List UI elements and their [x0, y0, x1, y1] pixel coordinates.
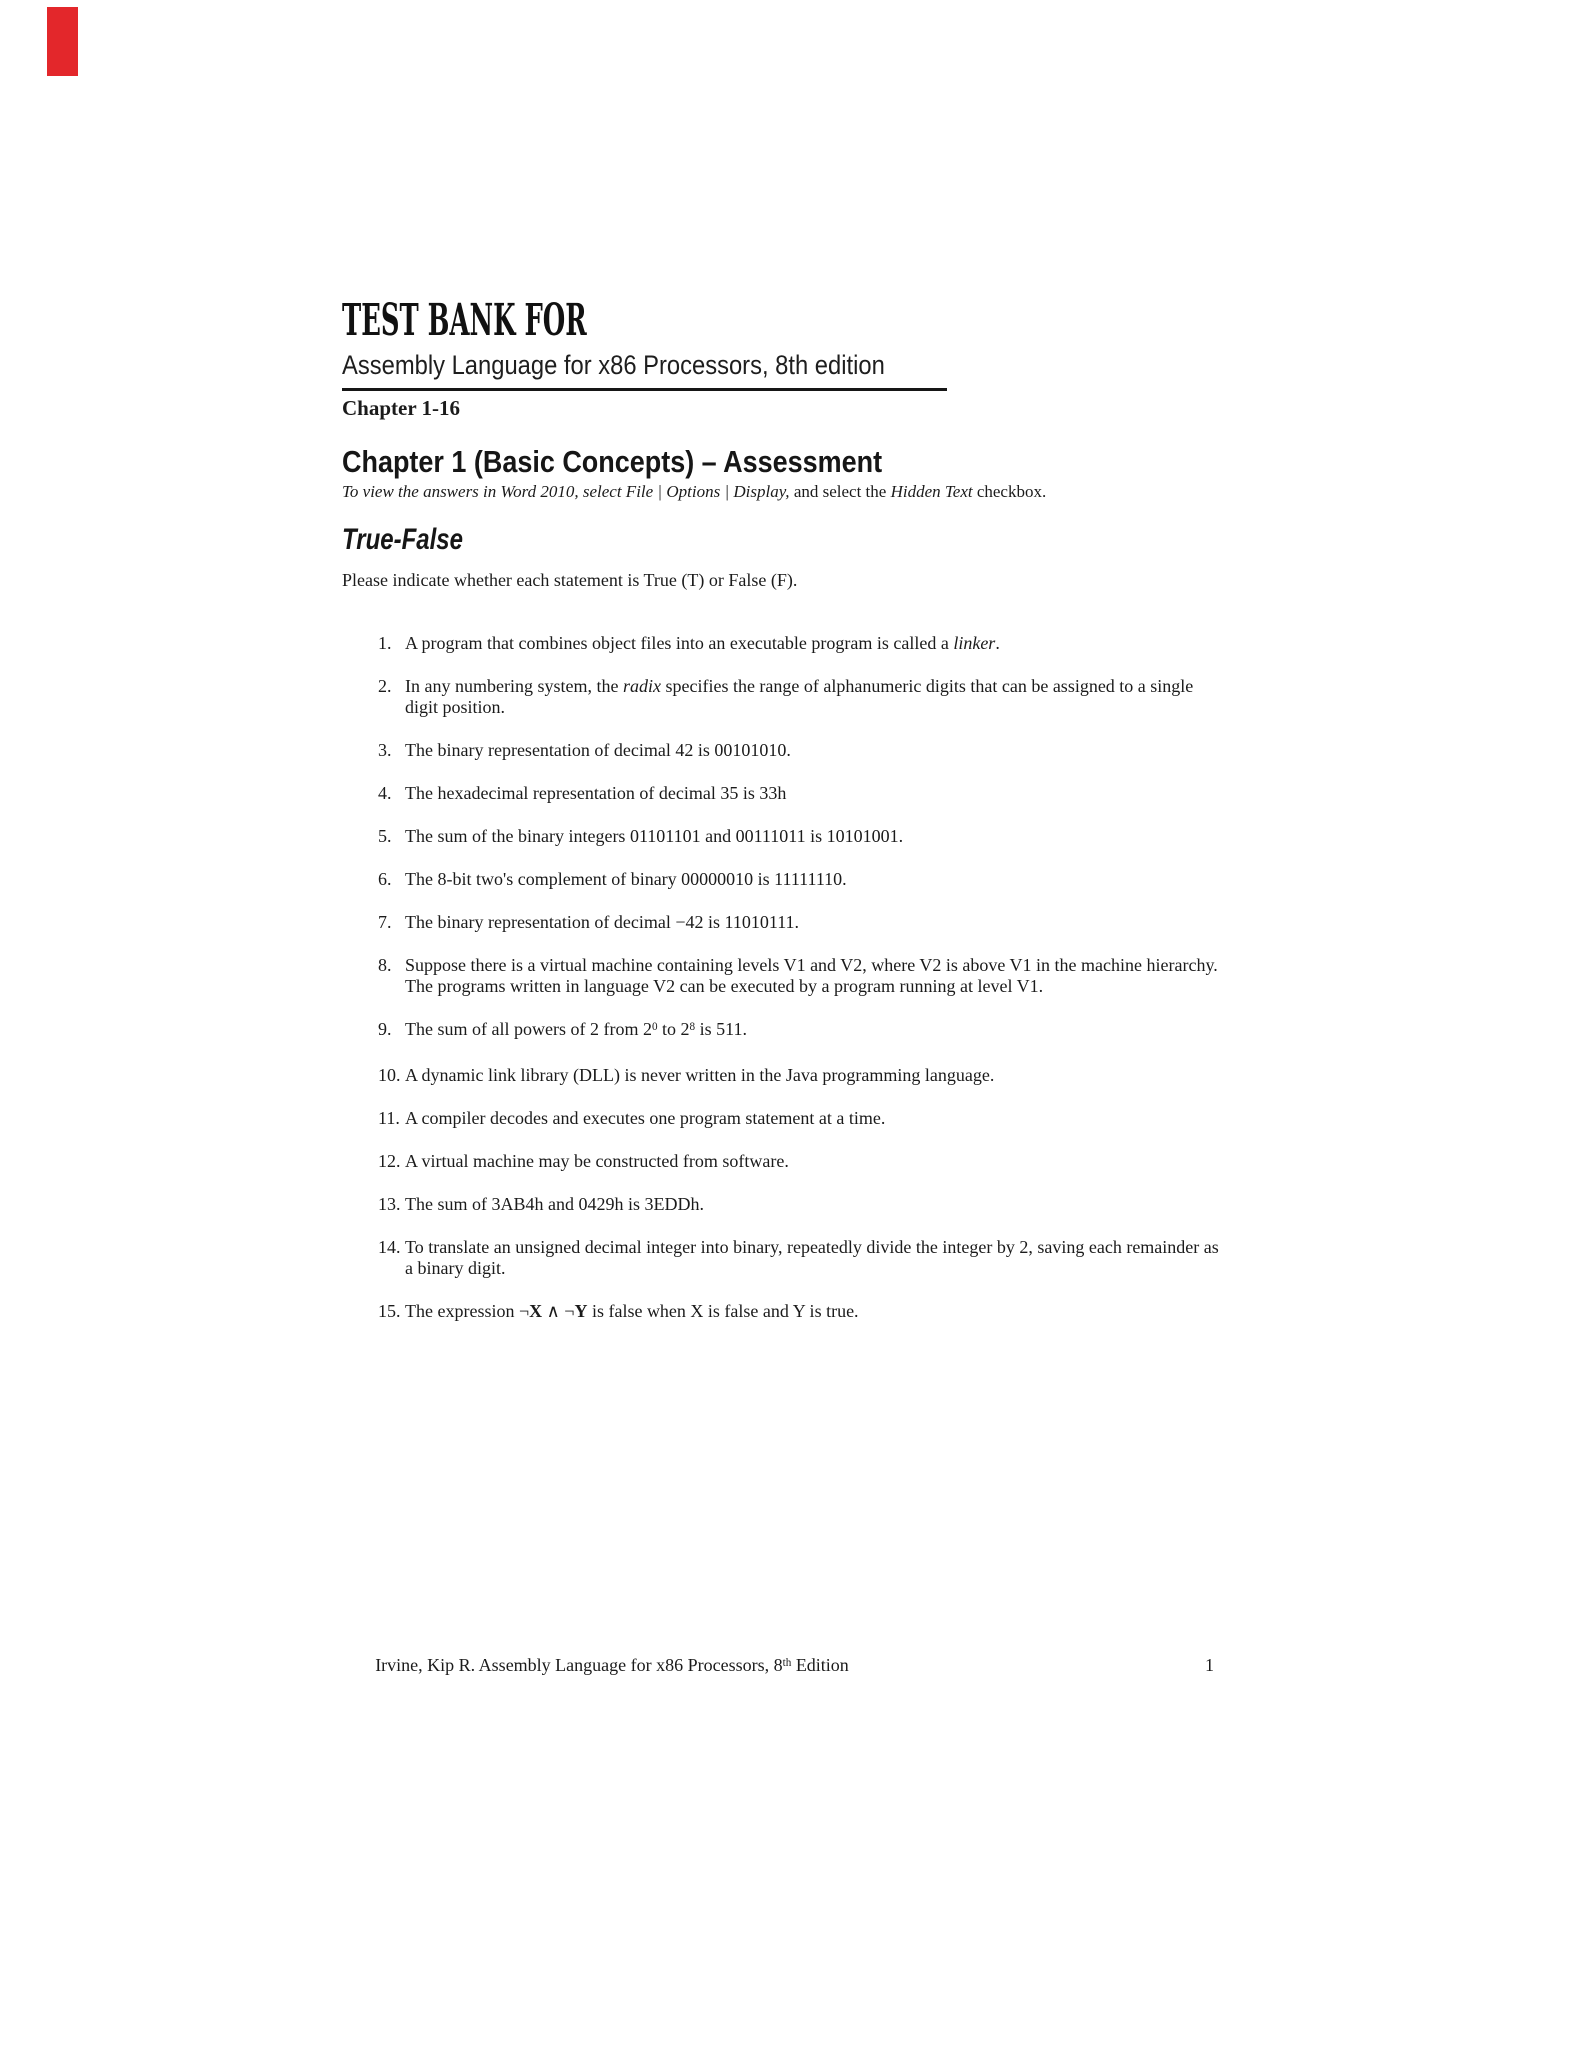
question-item — [378, 783, 1223, 804]
question-text: Suppose there is a virtual machine containing levels V1 and V2, where V2 is above V1 in the machine hierarchy. The programs written in language V2 can be executed by a program running at level V1. — [405, 955, 1218, 996]
chapter-heading: Chapter 1 (Basic Concepts) – Assessment — [342, 444, 883, 479]
question-item — [378, 869, 1223, 890]
question-number: 1. — [378, 633, 392, 653]
masthead — [342, 295, 947, 421]
question-item — [378, 1237, 1223, 1279]
question-number: 8. — [378, 955, 392, 975]
question-item — [378, 912, 1223, 933]
footer-citation: Irvine, Kip R. Assembly Language for x86 Processors, 8th Edition — [375, 1655, 849, 1675]
question-text: The sum of the binary integers 01101101 and 00111011 is 10101001. — [405, 826, 904, 846]
question-text: The sum of all powers of 2 from $2^0$ to $2^8$ is 511. — [405, 1019, 747, 1039]
testbank-title: TEST BANK FOR — [342, 295, 587, 347]
question-number: 13. — [378, 1194, 401, 1214]
question-item — [378, 1065, 1223, 1086]
title-underline — [342, 388, 947, 391]
question-number: 5. — [378, 826, 392, 846]
question-text: In any numbering system, the radix specifies the range of alphanumeric digits that can be assigned to a single digit position. — [405, 676, 1194, 717]
question-number: 6. — [378, 869, 392, 889]
question-item — [378, 826, 1223, 847]
question-number: 2. — [378, 676, 392, 696]
question-text: The 8-bit two's complement of binary 00000010 is 11111110. — [405, 869, 847, 889]
answers-note: To view the answers in Word 2010, select File | Options | Display, and select the Hidden Text checkbox. — [342, 482, 1047, 501]
question-list — [378, 633, 1223, 1344]
question-number: 12. — [378, 1151, 401, 1171]
truefalse-heading: True-False — [342, 523, 463, 556]
question-text: The binary representation of decimal 42 is 00101010. — [405, 740, 791, 760]
question-item — [378, 1151, 1223, 1172]
question-number: 4. — [378, 783, 392, 803]
question-item — [378, 676, 1223, 718]
question-text: The sum of 3AB4h and 0429h is 3EDDh. — [405, 1194, 704, 1214]
question-item — [378, 740, 1223, 761]
question-number: 9. — [378, 1019, 392, 1039]
question-text: The hexadecimal representation of decimal 35 is 33h — [405, 783, 787, 803]
question-number: 15. — [378, 1301, 401, 1321]
page-number: 1 — [1205, 1655, 1214, 1675]
chapter-range: Chapter 1-16 — [342, 396, 461, 421]
question-item — [378, 633, 1223, 654]
question-text: The binary representation of decimal −42 is 11010111. — [405, 912, 800, 932]
question-text: A program that combines object files into an executable program is called a linker. — [405, 633, 1000, 653]
question-number: 14. — [378, 1237, 401, 1257]
question-text: A virtual machine may be constructed from software. — [405, 1151, 789, 1171]
question-text: A compiler decodes and executes one program statement at a time. — [405, 1108, 886, 1128]
question-text: A dynamic link library (DLL) is never written in the Java programming language. — [405, 1065, 995, 1085]
question-item — [378, 955, 1223, 997]
question-item — [378, 1301, 1223, 1322]
red-corner-mark — [47, 7, 78, 76]
question-number: 10. — [378, 1065, 401, 1085]
question-text: To translate an unsigned decimal integer into binary, repeatedly divide the integer by 2, saving each remainder as a binary digit. — [405, 1237, 1219, 1278]
question-item — [378, 1194, 1223, 1215]
question-number: 3. — [378, 740, 392, 760]
footer — [342, 1655, 1222, 1685]
question-number: 7. — [378, 912, 392, 932]
question-number: 11. — [378, 1108, 400, 1128]
question-text: The expression ¬X ∧ ¬Y is false when X is false and Y is true. — [405, 1301, 859, 1321]
instructions-text: Please indicate whether each statement is True (T) or False (F). — [342, 570, 798, 590]
question-item — [378, 1019, 1223, 1043]
question-item — [378, 1108, 1223, 1129]
book-title: Assembly Language for x86 Processors, 8th edition — [342, 350, 885, 380]
